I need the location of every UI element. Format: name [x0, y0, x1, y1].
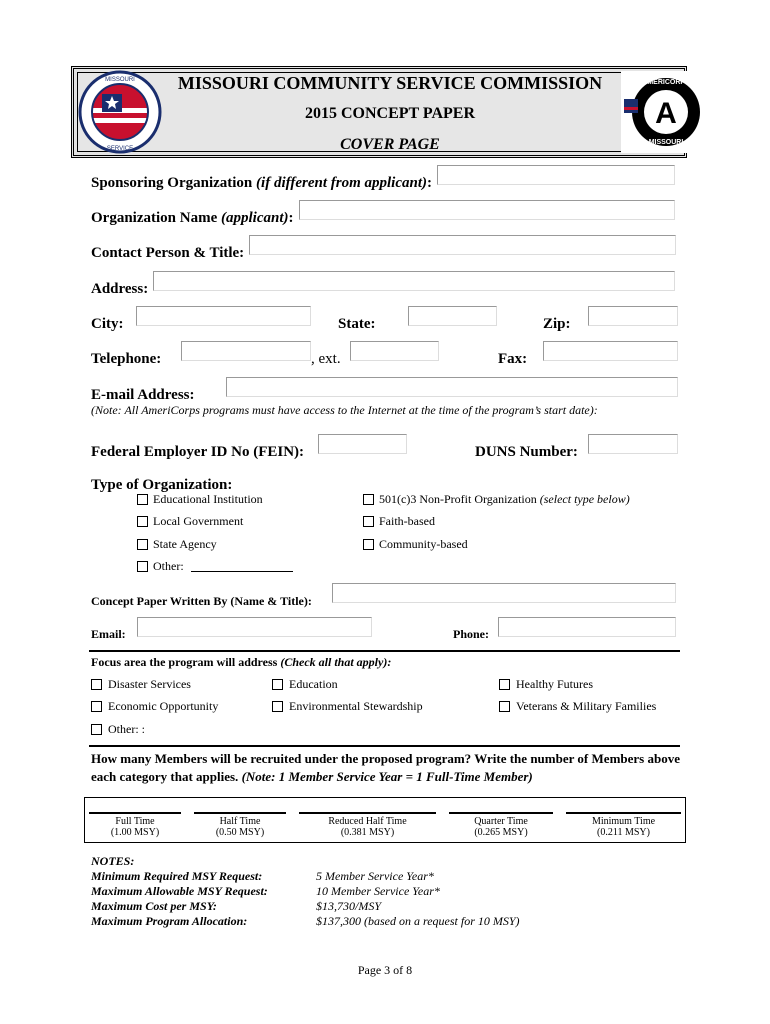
notes-value: 10 Member Service Year*: [316, 884, 440, 898]
checkbox-faith-based[interactable]: [363, 516, 374, 527]
checkbox-local-government[interactable]: [137, 516, 148, 527]
checkbox-healthy-futures[interactable]: [499, 679, 510, 690]
reduced-half-time-label: Reduced Half Time: [328, 816, 407, 827]
contact-label: Contact Person & Title:: [91, 245, 245, 261]
checkbox-501c3[interactable]: [363, 494, 374, 505]
minimum-time-input-line[interactable]: [566, 812, 681, 814]
email-field[interactable]: [226, 377, 678, 397]
notes-value: $137,300 (based on a request for 10 MSY): [316, 914, 520, 928]
written-by-field[interactable]: [332, 583, 676, 603]
sponsoring-org-field[interactable]: [437, 165, 675, 185]
option-educational: Educational Institution: [153, 492, 263, 506]
sponsoring-org-label: Sponsoring Organization (if different from applicant):: [91, 175, 432, 191]
telephone-label: Telephone:: [91, 351, 162, 367]
option-education: Education: [289, 677, 338, 691]
seal-text: MISSOURI: [105, 77, 135, 83]
half-time-msy: (0.50 MSY): [215, 827, 265, 838]
checkbox-veterans[interactable]: [499, 701, 510, 712]
written-by-label: Concept Paper Written By (Name & Title):: [91, 594, 312, 608]
checkbox-other[interactable]: [137, 561, 148, 572]
org-type-heading: Type of Organization:: [91, 477, 233, 493]
fax-field[interactable]: [543, 341, 678, 361]
quarter-time-label: Quarter Time: [474, 816, 528, 827]
notes-heading: NOTES:: [91, 854, 135, 868]
divider: [89, 650, 680, 652]
option-state-agency: State Agency: [153, 537, 217, 551]
members-table: [84, 797, 686, 843]
notes-label: Maximum Allowable MSY Request:: [91, 884, 268, 898]
focus-heading: Focus area the program will address (Check all that apply):: [91, 655, 392, 669]
org-name-field[interactable]: [299, 200, 675, 220]
notes-value: $13,730/MSY: [316, 899, 382, 913]
duns-field[interactable]: [588, 434, 678, 454]
option-veterans: Veterans & Military Families: [516, 699, 657, 713]
minimum-time-msy: (0.211 MSY): [597, 827, 650, 838]
notes-label: Maximum Program Allocation:: [91, 914, 248, 928]
half-time-input-line[interactable]: [194, 812, 286, 814]
reduced-half-time-msy: (0.381 MSY): [340, 827, 395, 838]
svg-text:SERVICE: SERVICE: [106, 146, 134, 152]
ext-field[interactable]: [350, 341, 439, 361]
option-disaster: Disaster Services: [108, 677, 191, 691]
telephone-field[interactable]: [181, 341, 311, 361]
checkbox-economic[interactable]: [91, 701, 102, 712]
email-label: E-mail Address:: [91, 387, 195, 403]
page-title: COVER PAGE: [340, 136, 440, 153]
full-time-input-line[interactable]: [89, 812, 181, 814]
option-community-based: Community-based: [379, 537, 468, 551]
subtitle: 2015 CONCEPT PAPER: [304, 105, 476, 122]
svg-text:A: A: [655, 97, 677, 130]
state-label: State:: [338, 316, 376, 332]
state-field[interactable]: [408, 306, 497, 326]
contact-field[interactable]: [249, 235, 676, 255]
option-economic: Economic Opportunity: [108, 699, 219, 713]
ext-label: , ext.: [311, 351, 341, 367]
svg-text:AMERICORPS: AMERICORPS: [642, 79, 690, 86]
checkbox-focus-other[interactable]: [91, 724, 102, 735]
checkbox-community-based[interactable]: [363, 539, 374, 550]
option-local-government: Local Government: [153, 514, 244, 528]
zip-field[interactable]: [588, 306, 678, 326]
minimum-time-label: Minimum Time: [591, 816, 656, 827]
checkbox-state-agency[interactable]: [137, 539, 148, 550]
written-by-email-field[interactable]: [137, 617, 372, 637]
address-label: Address:: [91, 281, 149, 297]
written-by-phone-label: Phone:: [453, 627, 489, 641]
page-number: Page 3 of 8: [357, 963, 413, 977]
option-other: Other:: [153, 559, 184, 573]
written-by-email-label: Email:: [91, 627, 126, 641]
fein-field[interactable]: [318, 434, 407, 454]
address-field[interactable]: [153, 271, 675, 291]
email-note: (Note: All AmeriCorps programs must have access to the Internet at the time of the program’s start date):: [91, 403, 598, 417]
checkbox-educational[interactable]: [137, 494, 148, 505]
city-label: City:: [91, 316, 124, 332]
option-focus-other: Other: :: [108, 722, 145, 736]
half-time-label: Half Time: [219, 816, 261, 827]
notes-value: 5 Member Service Year*: [316, 869, 434, 883]
full-time-label: Full Time: [115, 816, 155, 827]
notes-label: Minimum Required MSY Request:: [91, 869, 263, 883]
members-question: How many Members will be recruited under the proposed program? Write the number of Members above each category that applies. (Note: 1 Member Service Year = 1 Full-Time Member): [91, 751, 680, 784]
checkbox-education[interactable]: [272, 679, 283, 690]
divider: [89, 745, 680, 747]
org-title: MISSOURI COMMUNITY SERVICE COMMISSION: [177, 73, 603, 93]
quarter-time-msy: (0.265 MSY): [474, 827, 528, 838]
option-501c3: 501(c)3 Non-Profit Organization (select type below): [379, 492, 630, 506]
option-faith-based: Faith-based: [379, 514, 435, 528]
svg-text:MISSOURI: MISSOURI: [648, 139, 684, 146]
checkbox-disaster[interactable]: [91, 679, 102, 690]
option-healthy-futures: Healthy Futures: [516, 677, 593, 691]
fax-label: Fax:: [498, 351, 528, 367]
duns-label: DUNS Number:: [475, 444, 578, 460]
written-by-phone-field[interactable]: [498, 617, 676, 637]
fein-label: Federal Employer ID No (FEIN):: [91, 444, 305, 460]
org-name-label: Organization Name (applicant):: [91, 210, 294, 226]
notes-label: Maximum Cost per MSY:: [91, 899, 217, 913]
option-environmental: Environmental Stewardship: [289, 699, 423, 713]
city-field[interactable]: [136, 306, 311, 326]
other-underline[interactable]: [191, 571, 293, 572]
full-time-msy: (1.00 MSY): [110, 827, 160, 838]
quarter-time-input-line[interactable]: [449, 812, 553, 814]
checkbox-environmental[interactable]: [272, 701, 283, 712]
reduced-half-time-input-line[interactable]: [299, 812, 436, 814]
zip-label: Zip:: [543, 316, 571, 332]
